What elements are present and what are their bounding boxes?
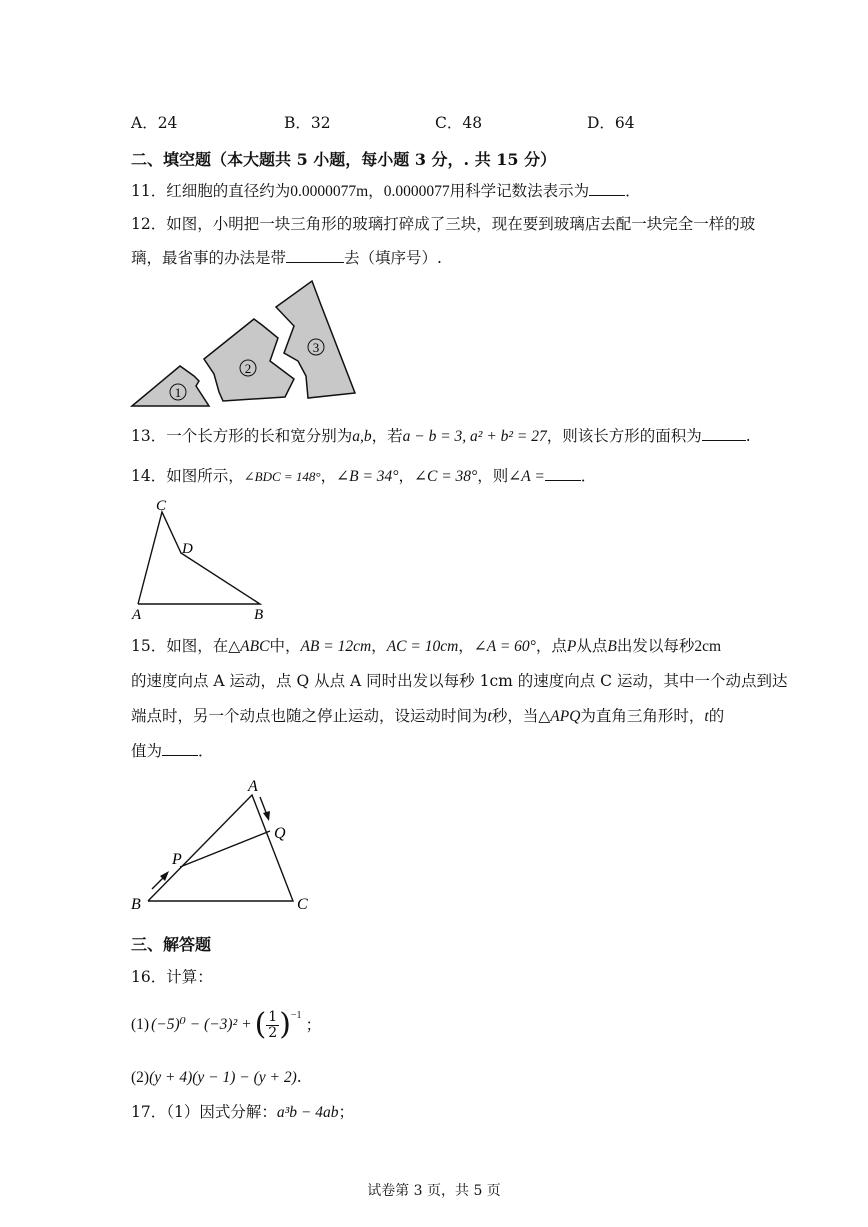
q13-answer-blank[interactable] xyxy=(702,425,746,441)
q16-part-2-label: (2) xyxy=(131,1069,150,1086)
q15-label-c: C xyxy=(297,896,308,913)
q16-right-paren: ) xyxy=(279,1007,291,1042)
q13-vars: a,b xyxy=(352,428,372,445)
q15-sep-2: ， xyxy=(458,637,474,655)
q11-value-1: 0.0000077m xyxy=(290,183,369,200)
q13-text-mid: ，若 xyxy=(371,427,403,445)
q14-angle-bdc: ∠BDC = 148° xyxy=(243,469,321,484)
q13-text-pre: 13．一个长方形的长和宽分别为 xyxy=(131,427,353,445)
q15-answer-blank[interactable] xyxy=(162,740,198,756)
q16-fraction-numerator: 1 xyxy=(268,1008,278,1025)
q14-label-c: C xyxy=(156,498,167,514)
q15-text-4b: ． xyxy=(198,742,214,760)
section-2-heading: 二、填空题（本大题共 5 小题，每小题 3 分，. 共 15 分） xyxy=(131,150,557,169)
q15-triangle-apq: △APQ xyxy=(538,708,581,725)
question-11 xyxy=(131,180,641,203)
question-17 xyxy=(131,1101,354,1124)
q15-label-a: A xyxy=(248,778,258,795)
glass-label-3: 3 xyxy=(312,340,320,355)
q11-text-post: 用科学记数法表示为 xyxy=(449,182,590,200)
choice-d: D．64 xyxy=(587,114,635,132)
choice-a: A．24 xyxy=(131,114,178,132)
q11-text-end: ． xyxy=(625,182,641,200)
q14-figure xyxy=(128,492,274,622)
q17-text-pre: 17．（1）因式分解： xyxy=(131,1103,277,1121)
q14-text-pre: 14．如图所示， xyxy=(131,467,244,485)
q14-answer-blank[interactable] xyxy=(545,465,581,481)
q15-speed: 2cm xyxy=(694,638,722,655)
q14-sep-1: ， xyxy=(320,467,337,485)
q13-text-end: . xyxy=(745,427,751,445)
q16-part-1-label: (1) xyxy=(131,1016,150,1033)
question-14 xyxy=(131,465,596,488)
q13-equation: a − b = 3, a² + b² = 27 xyxy=(402,428,547,445)
q15-text-3a: 端点时，另一个动点也随之停止运动，设运动时间为 xyxy=(131,707,488,725)
q15-text-3c: 为直角三角形时， xyxy=(580,707,705,725)
q12-text-b: 去（填序号）. xyxy=(344,249,442,267)
q16-part-1-expression: (−5)⁰ − (−3)² + xyxy=(151,1016,252,1033)
q15-text-4a: 值为 xyxy=(131,742,163,760)
q15-ac: AC = 10cm xyxy=(386,638,459,655)
q15-text-1a: 15．如图，在 xyxy=(131,637,229,655)
q15-sep-1: ， xyxy=(371,637,387,655)
q15-label-q: Q xyxy=(274,825,286,842)
q14-sep-2: ， xyxy=(398,467,415,485)
q12-answer-blank[interactable] xyxy=(286,247,344,263)
q14-label-b: B xyxy=(254,607,264,622)
q15-triangle-lines xyxy=(148,795,293,901)
q15-figure xyxy=(128,772,324,916)
q15-segment-pq xyxy=(180,831,270,867)
question-15-line-1 xyxy=(131,635,721,658)
q15-label-p: P xyxy=(172,851,182,868)
q16-fraction xyxy=(266,1010,279,1041)
glass-piece-1 xyxy=(132,366,209,406)
choice-c: C．48 xyxy=(435,114,483,132)
section-3-heading: 三、解答题 xyxy=(131,935,212,954)
q16-part-2-end: . xyxy=(296,1068,302,1086)
q16-fraction-denominator: 2 xyxy=(268,1024,278,1041)
q11-value-2: 0.0000077 xyxy=(383,183,450,200)
q15-t: t xyxy=(487,708,492,725)
q15-text-3b: 秒，当 xyxy=(491,707,539,725)
q15-text-1c: ，点 xyxy=(535,637,567,655)
q15-arrowhead-q xyxy=(263,811,270,821)
q11-answer-blank[interactable] xyxy=(589,180,625,196)
q15-point-p: P xyxy=(566,638,577,655)
q16-part-2-expression: (y + 4)(y − 1) − (y + 2) xyxy=(149,1069,297,1086)
q15-text-3d: 的 xyxy=(708,707,725,725)
q15-text-1e: 出发以每秒 xyxy=(616,637,695,655)
q17-expression: a³b − 4ab xyxy=(276,1104,339,1121)
question-15-line-2: 的速度向点 A 运动，点 Q 从点 A 同时出发以每秒 1cm 的速度向点 C 运动，其中一个动点到达 xyxy=(131,672,788,690)
q16-exponent: −1 xyxy=(290,1010,302,1021)
glass-label-2: 2 xyxy=(244,361,252,376)
q14-text-end: ． xyxy=(580,467,597,485)
q11-text-mid: ， xyxy=(368,182,384,200)
q11-text-pre: 11．红细胞的直径约为 xyxy=(131,182,291,200)
q14-angle-a: ∠A = xyxy=(508,468,545,485)
q14-angle-b: ∠B = 34° xyxy=(336,468,399,485)
q14-sep-3: ，则 xyxy=(477,467,509,485)
q13-text-post: ，则该长方形的面积为 xyxy=(546,427,702,445)
page-footer: 试卷第 3 页，共 5 页 xyxy=(367,1183,501,1199)
q16-left-paren: ( xyxy=(254,1007,267,1042)
question-16-part-1 xyxy=(131,1003,321,1047)
question-12-line-1: 12．如图，小明把一块三角形的玻璃打碎成了三块，现在要到玻璃店去配一块完全一样的玻 xyxy=(131,215,756,233)
question-15-line-3 xyxy=(131,705,724,728)
glass-label-1: 1 xyxy=(174,385,182,400)
q15-point-b: B xyxy=(607,638,617,655)
choice-b: B．32 xyxy=(284,114,331,132)
glass-pieces-figure xyxy=(128,278,360,410)
q15-t-2: t xyxy=(704,708,709,725)
q15-label-b: B xyxy=(131,896,141,913)
q15-triangle-abc: △ABC xyxy=(228,638,270,655)
question-13 xyxy=(131,425,751,448)
question-16-part-2 xyxy=(131,1066,302,1089)
q15-angle-a: ∠A = 60° xyxy=(473,638,536,655)
q15-text-1b: 中， xyxy=(269,637,301,655)
q14-shape-lines xyxy=(138,512,260,604)
q14-angle-c: ∠C = 38° xyxy=(414,468,478,485)
q17-text-end: ； xyxy=(338,1103,354,1121)
q14-label-a: A xyxy=(132,607,142,622)
q15-ab: AB = 12cm xyxy=(300,638,372,655)
q12-text-a: 璃，最省事的办法是带 xyxy=(131,249,287,267)
question-12-line-2 xyxy=(131,247,442,269)
q15-text-1d: 从点 xyxy=(576,637,608,655)
q14-label-d: D xyxy=(182,541,193,557)
q16-part-1-end: ； xyxy=(305,1016,322,1034)
question-16-title: 16．计算： xyxy=(131,968,213,986)
question-15-line-4 xyxy=(131,740,214,762)
